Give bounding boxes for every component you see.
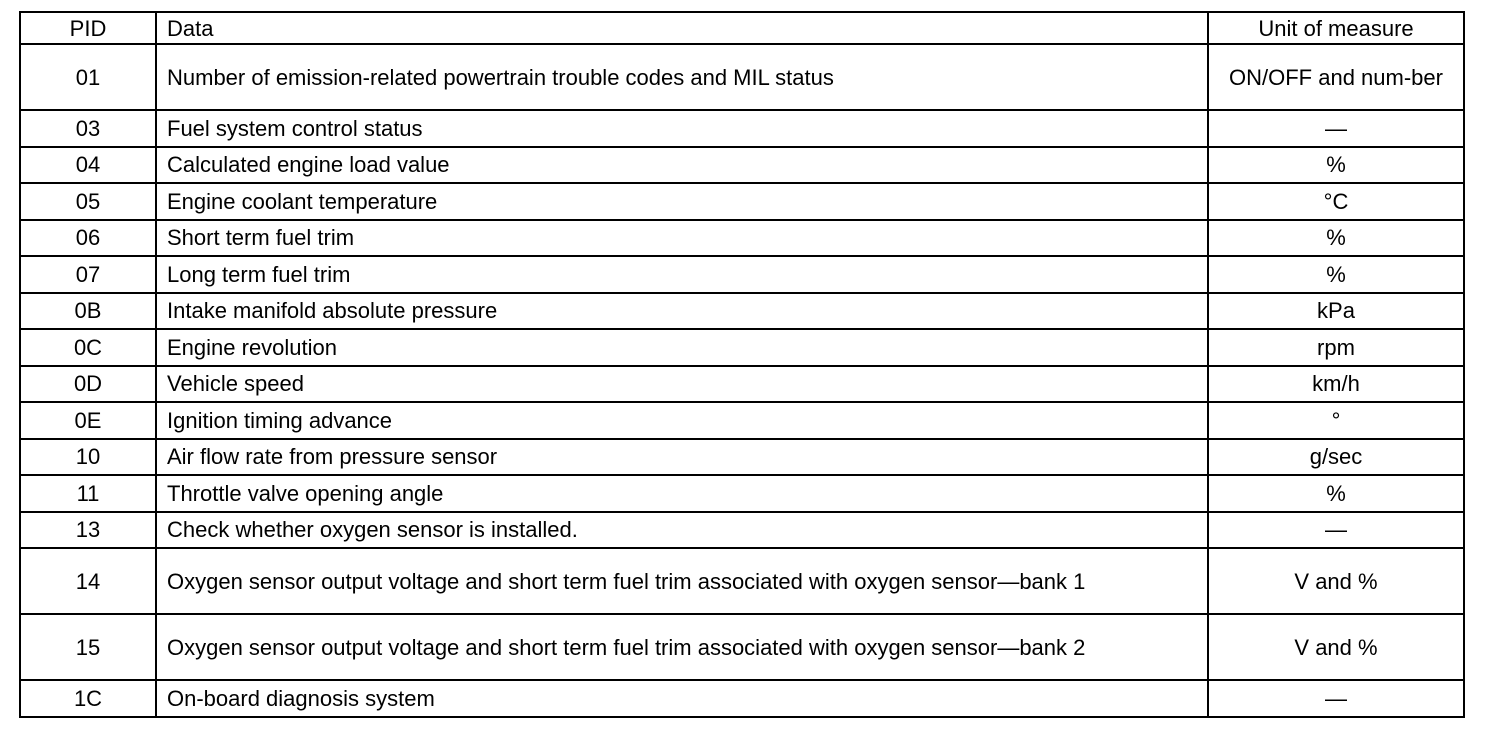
pid-cell: 01 [20, 44, 156, 110]
unit-cell: % [1208, 147, 1464, 184]
pid-cell: 1C [20, 680, 156, 717]
unit-cell: — [1208, 512, 1464, 549]
data-cell: On-board diagnosis system [156, 680, 1208, 717]
header-unit: Unit of measure [1208, 12, 1464, 44]
data-cell: Fuel system control status [156, 110, 1208, 147]
table-row [20, 366, 1464, 403]
pid-cell: 0D [20, 366, 156, 403]
pid-cell: 13 [20, 512, 156, 549]
pid-cell: 03 [20, 110, 156, 147]
unit-cell: km/h [1208, 366, 1464, 403]
unit-cell: — [1208, 110, 1464, 147]
unit-cell: kPa [1208, 293, 1464, 330]
header-pid: PID [20, 12, 156, 44]
pid-cell: 0E [20, 402, 156, 439]
data-cell: Intake manifold absolute pressure [156, 293, 1208, 330]
table-row [20, 256, 1464, 293]
pid-cell: 07 [20, 256, 156, 293]
table-row [20, 439, 1464, 476]
table-row [20, 293, 1464, 330]
table-row [20, 512, 1464, 549]
data-cell: Oxygen sensor output voltage and short term fuel trim associated with oxygen sensor—bank 1 [156, 548, 1208, 614]
data-cell: Engine coolant temperature [156, 183, 1208, 220]
data-cell: Engine revolution [156, 329, 1208, 366]
data-cell: Oxygen sensor output voltage and short term fuel trim associated with oxygen sensor—bank 2 [156, 614, 1208, 680]
data-cell: Throttle valve opening angle [156, 475, 1208, 512]
unit-cell: V and % [1208, 614, 1464, 680]
pid-cell: 05 [20, 183, 156, 220]
unit-cell: % [1208, 220, 1464, 257]
data-cell: Check whether oxygen sensor is installed. [156, 512, 1208, 549]
pid-cell: 11 [20, 475, 156, 512]
pid-data-table [19, 11, 1465, 718]
unit-cell: rpm [1208, 329, 1464, 366]
pid-cell: 14 [20, 548, 156, 614]
data-cell: Ignition timing advance [156, 402, 1208, 439]
table-row [20, 548, 1464, 614]
table-row [20, 183, 1464, 220]
data-cell: Number of emission-related powertrain trouble codes and MIL status [156, 44, 1208, 110]
pid-cell: 06 [20, 220, 156, 257]
pid-cell: 0C [20, 329, 156, 366]
unit-cell: ° [1208, 402, 1464, 439]
unit-cell: % [1208, 475, 1464, 512]
table-row [20, 475, 1464, 512]
table-header-row [20, 12, 1464, 44]
data-cell: Vehicle speed [156, 366, 1208, 403]
table-row [20, 329, 1464, 366]
table-body [20, 44, 1464, 717]
data-cell: Short term fuel trim [156, 220, 1208, 257]
pid-cell: 10 [20, 439, 156, 476]
table-row [20, 44, 1464, 110]
unit-cell: V and % [1208, 548, 1464, 614]
pid-cell: 04 [20, 147, 156, 184]
table-row [20, 220, 1464, 257]
table-row [20, 147, 1464, 184]
unit-cell: °C [1208, 183, 1464, 220]
unit-cell: g/sec [1208, 439, 1464, 476]
data-cell: Air flow rate from pressure sensor [156, 439, 1208, 476]
table-row [20, 614, 1464, 680]
unit-cell: — [1208, 680, 1464, 717]
header-data: Data [156, 12, 1208, 44]
data-cell: Long term fuel trim [156, 256, 1208, 293]
pid-cell: 15 [20, 614, 156, 680]
table-row [20, 110, 1464, 147]
data-cell: Calculated engine load value [156, 147, 1208, 184]
table-row [20, 680, 1464, 717]
unit-cell: % [1208, 256, 1464, 293]
unit-cell: ON/OFF and num-ber [1208, 44, 1464, 110]
pid-cell: 0B [20, 293, 156, 330]
table-row [20, 402, 1464, 439]
